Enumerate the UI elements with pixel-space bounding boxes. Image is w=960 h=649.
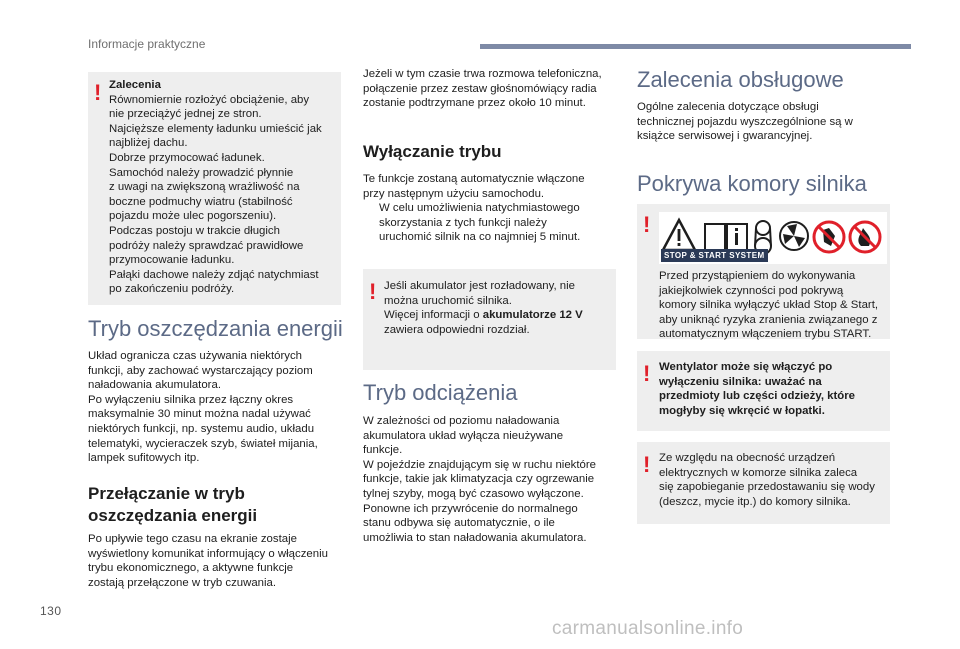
text-line: przy następnym użyciu samochodu. [363, 187, 545, 200]
text-line: elektrycznych w komorze silnika zaleca [659, 466, 858, 479]
switch-text [88, 532, 328, 590]
electrical-box [637, 442, 890, 524]
battery-more-last: zawiera odpowiedni rozdział. [384, 323, 530, 336]
text-line: naładowania akumulatora. [88, 379, 221, 392]
energy-saving-text [88, 349, 318, 466]
text-line: Po wyłączeniu silnika przez łączny okres [88, 393, 294, 406]
text-line: komory silnika wyłączyć układ Stop & Start, [659, 299, 879, 312]
text-line: się zapobieganie przedostawaniu się wody [659, 481, 875, 494]
text-line: Pałąki dachowe należy zdjąć natychmiast [109, 268, 319, 281]
text-line: Po upływie tego czasu na ekranie zostaje [88, 533, 297, 545]
text-line: (deszcz, mycie itp.) do komory silnika. [659, 495, 851, 508]
text-line: automatycznym włączeniem trybu START. [659, 328, 872, 341]
exit-mode-text [363, 172, 585, 201]
energy-saving-heading: Tryb oszczędzania energii [88, 316, 343, 341]
battery-box [363, 269, 616, 370]
warning-icon: ! [643, 212, 651, 237]
text-line: przedmioty lub części odzieży, które [659, 390, 856, 403]
text-line: niektórych funkcji, np. systemu audio, układu [88, 422, 315, 435]
text-line: Układ ogranicza czas używania niektórych [88, 350, 302, 362]
recommendations-title: Zalecenia [109, 79, 161, 91]
warning-icon: ! [643, 452, 651, 477]
battery-text [384, 279, 583, 337]
text-line: maksymalnie 30 minut można nadal używać [88, 408, 311, 421]
recommendations-lines [109, 93, 322, 297]
electrical-text [659, 451, 875, 509]
text-line: podróży należy sprawdzać prawidłowe [109, 239, 304, 252]
running-header: Informacje praktyczne [88, 37, 206, 51]
text-line: książce serwisowej i gwarancyjnej. [637, 130, 813, 143]
text-line: Jeśli akumulator jest rozładowany, nie [384, 280, 575, 292]
recommendations-text [109, 78, 322, 297]
text-line: Samochód należy prowadzić płynnie [109, 166, 294, 179]
text-line: tylnej szyby, mogą być czasowo wyłączone. [363, 487, 584, 500]
text-line: lampek sufitowych itp. [88, 452, 200, 465]
fan-warning-text [659, 360, 855, 418]
text-line: Najcięższe elementy ładunku umieścić jak [109, 122, 322, 135]
text-line: boczne podmuchy wiatru (stabilność [109, 195, 293, 208]
text-line: W celu umożliwienia natychmiastowego [379, 202, 580, 214]
fan-warning-box [637, 351, 890, 431]
text-line: można uruchomić silnika. [384, 294, 512, 307]
warning-icon: ! [643, 361, 651, 386]
text-line: Te funkcje zostaną automatycznie włączone [363, 173, 585, 185]
text-line: Przed przystąpieniem do wykonywania [659, 270, 856, 282]
text-line: skorzystania z tych funkcji należy [379, 216, 547, 229]
text-line: wyświetlony komunikat informujący o włączeniu [88, 547, 328, 560]
text-line: Ogólne zalecenia dotyczące obsługi [637, 101, 819, 113]
text-line: trybu ekonomicznego, a aktywne funkcje [88, 562, 294, 575]
text-line: Ze względu na obecność urządzeń [659, 452, 836, 464]
text-line: aby uniknąć ryzyka zranienia związanego z [659, 313, 878, 326]
text-line: stanu odbywa się automatycznie, o ile [363, 517, 555, 530]
text-line: W zależności od poziomu naładowania [363, 415, 560, 427]
page-number: 130 [40, 604, 62, 618]
watermark: carmanualsonline.info [552, 618, 744, 639]
text-line: Ponowne ich przywrócenie do normalnego [363, 502, 578, 515]
bonnet-heading: Pokrywa komory silnika [637, 171, 867, 196]
text-line: Jeżeli w tym czasie trwa rozmowa telefoniczna, [363, 68, 602, 80]
text-line: jakiejkolwiek czynności pod pokrywą [659, 284, 844, 297]
text-line: funkcji, aby zachować wystarczający poziom [88, 364, 313, 377]
text-line: uruchomić silnik na co najmniej 5 minut. [379, 231, 581, 244]
text-line: W pojeździe znajdującym się w ruchu niektóre [363, 458, 596, 471]
header-bar [480, 44, 911, 49]
service-text [637, 100, 853, 144]
text-line: akumulatora układ wyłącza nieużywane [363, 429, 564, 442]
battery-lines [384, 279, 583, 308]
text-line: połączenie przez zestaw głośnomówiący radia [363, 82, 597, 95]
text-line: nie przeciążyć jednej ze stron. [109, 108, 262, 121]
text-line: telematyki, wycieraczek szyb, świateł mijania, [88, 437, 318, 450]
stop-start-label: STOP & START SYSTEM [661, 249, 768, 262]
more-info-bold: akumulatorze 12 V [482, 309, 583, 322]
bonnet-text [659, 269, 878, 342]
text-line: zostanie podtrzymane przez około 10 minut. [363, 97, 586, 110]
exit-mode-heading: Wyłączanie trybu [363, 142, 502, 161]
bonnet-box [637, 204, 890, 339]
text-line: Przełączanie w tryb [88, 484, 245, 503]
phone-call-text [363, 67, 602, 111]
text-line: Wentylator może się włączyć po [659, 361, 833, 373]
text-line: pojazdu może ulec pogorszeniu). [109, 210, 277, 223]
more-info-prefix: Więcej informacji o [384, 309, 483, 322]
text-line: przymocowanie ładunku. [109, 254, 235, 267]
text-line: funkcje, takie jak klimatyzacja czy ogrzewanie [363, 473, 595, 486]
text-line: technicznej pojazdu wyszczególnione są w [637, 115, 853, 128]
text-line: mogłyby się wkręcić w łopatki. [659, 404, 825, 417]
warning-icon: ! [369, 279, 377, 304]
text-line: z uwagi na zwiększoną wrażliwość na [109, 181, 300, 194]
text-line: Równomiernie rozłożyć obciążenie, aby [109, 93, 310, 106]
text-line: funkcje. [363, 444, 403, 457]
text-line: umożliwia to stan naładowania akumulatora. [363, 531, 587, 544]
text-line: oszczędzania energii [88, 506, 258, 525]
recommendations-box [88, 72, 341, 305]
text-line: najbliżej dachu. [109, 137, 188, 150]
exit-bullet-text [379, 201, 580, 245]
text-line: zostają przełączone w tryb czuwania. [88, 576, 277, 589]
load-shed-text [363, 414, 596, 545]
warning-icon: ! [94, 80, 102, 105]
load-shed-heading: Tryb odciążenia [363, 380, 518, 405]
battery-more-info [384, 308, 583, 323]
switch-heading [88, 483, 257, 527]
service-heading: Zalecenia obsługowe [637, 67, 844, 92]
text-line: Podczas postoju w trakcie długich [109, 224, 280, 237]
text-line: Dobrze przymocować ładunek. [109, 151, 265, 164]
text-line: po zakończeniu podróży. [109, 283, 235, 296]
text-line: wyłączeniu silnika: uważać na [659, 375, 822, 388]
